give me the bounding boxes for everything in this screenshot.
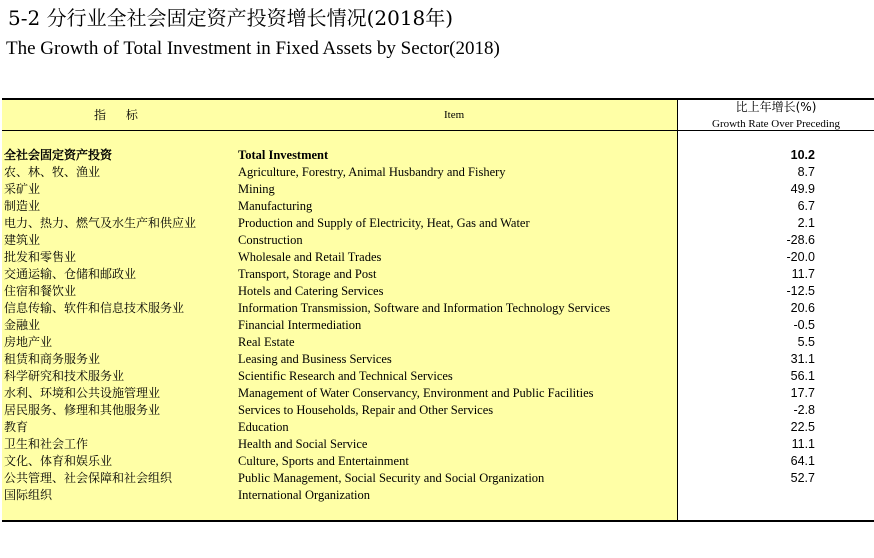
row-label-en: Financial Intermediation (238, 318, 362, 332)
row-label-en: Wholesale and Retail Trades (238, 250, 382, 264)
row-label-cn: 建筑业 (4, 233, 41, 247)
row-label-en: Management of Water Conservancy, Environment and Public Facilities (238, 386, 594, 400)
table-row (2, 385, 874, 402)
table-row (2, 147, 874, 164)
row-label-en: Total Investment (238, 148, 329, 162)
row-value: -12.5 (786, 284, 815, 298)
table-row (2, 198, 874, 215)
row-label-en: Public Management, Social Security and Social Organization (238, 471, 545, 485)
table-row (2, 283, 874, 300)
table-row (2, 436, 874, 453)
table-row (2, 317, 874, 334)
row-label-cn: 国际组织 (4, 488, 53, 502)
header-item: Item (444, 109, 465, 121)
row-label-cn: 全社会固定资产投资 (4, 148, 113, 162)
row-label-en: Production and Supply of Electricity, Heat, Gas and Water (238, 216, 530, 230)
row-value: 8.7 (797, 165, 815, 179)
table-row (2, 453, 874, 470)
row-value: 11.1 (791, 437, 815, 451)
table-row (2, 266, 874, 283)
row-label-cn: 信息传输、软件和信息技术服务业 (4, 301, 185, 315)
row-value: 6.7 (797, 199, 815, 213)
row-label-cn: 农、林、牧、渔业 (4, 165, 101, 179)
row-value: -20.0 (786, 250, 815, 264)
row-label-en: Hotels and Catering Services (238, 284, 384, 298)
row-label-en: Leasing and Business Services (238, 352, 392, 366)
row-label-cn: 金融业 (4, 318, 41, 332)
row-label-en: Education (238, 420, 289, 434)
row-label-cn: 文化、体育和娱乐业 (4, 454, 113, 468)
table-body (2, 147, 874, 504)
row-label-cn: 租赁和商务服务业 (4, 352, 101, 366)
row-label-cn: 房地产业 (4, 335, 53, 349)
row-value: 31.1 (790, 352, 815, 366)
row-value: 22.5 (790, 420, 815, 434)
header-rate-en: Growth Rate Over Preceding (712, 118, 840, 130)
investment-table (2, 98, 874, 522)
page-title-en: The Growth of Total Investment in Fixed Assets by Sector(2018) (6, 38, 500, 59)
table-row (2, 164, 874, 181)
row-value: -28.6 (786, 233, 815, 247)
row-label-cn: 电力、热力、燃气及水生产和供应业 (4, 216, 197, 230)
row-label-en: Real Estate (238, 335, 295, 349)
row-value: 52.7 (790, 471, 815, 485)
row-value: 49.9 (790, 182, 815, 196)
row-label-cn: 教育 (4, 420, 29, 434)
table-row (2, 215, 874, 232)
table-row (2, 368, 874, 385)
row-label-en: Construction (238, 233, 303, 247)
table-row (2, 487, 874, 504)
table-row (2, 249, 874, 266)
header-indicator: 指 标 (94, 108, 146, 122)
row-label-cn: 交通运输、仓储和邮政业 (4, 267, 137, 281)
row-value: 20.6 (790, 301, 815, 315)
row-label-cn: 水利、环境和公共设施管理业 (4, 386, 161, 400)
table-row (2, 334, 874, 351)
page-title-cn: 5-2 分行业全社会固定资产投资增长情况(2018年) (8, 6, 454, 30)
row-label-cn: 住宿和餐饮业 (4, 284, 77, 298)
row-label-en: Transport, Storage and Post (238, 267, 377, 281)
header-rate-cn: 比上年增长(%) (735, 100, 817, 114)
table-row (2, 470, 874, 487)
table-row (2, 300, 874, 317)
row-label-cn: 批发和零售业 (4, 250, 77, 264)
row-label-en: Information Transmission, Software and Information Technology Services (238, 301, 611, 315)
row-label-cn: 居民服务、修理和其他服务业 (4, 403, 161, 417)
row-label-cn: 卫生和社会工作 (4, 437, 89, 451)
row-label-en: International Organization (238, 488, 371, 502)
row-label-en: Services to Households, Repair and Other Services (238, 403, 494, 417)
row-value: 56.1 (790, 369, 815, 383)
row-label-cn: 公共管理、社会保障和社会组织 (4, 471, 173, 485)
row-value: 64.1 (790, 454, 815, 468)
row-value: 10.2 (790, 148, 815, 162)
table-bottom-rule (2, 520, 874, 522)
row-label-en: Manufacturing (238, 199, 313, 213)
table-row (2, 351, 874, 368)
row-label-en: Health and Social Service (238, 437, 368, 451)
row-label-en: Agriculture, Forestry, Animal Husbandry and Fishery (238, 165, 506, 179)
row-value: 17.7 (790, 386, 815, 400)
row-value: 5.5 (797, 335, 815, 349)
row-value: -2.8 (793, 403, 815, 417)
row-label-en: Mining (238, 182, 275, 196)
table-row (2, 232, 874, 249)
row-value: 11.7 (791, 267, 815, 281)
table-row (2, 402, 874, 419)
row-label-cn: 制造业 (4, 199, 41, 213)
row-label-cn: 采矿业 (4, 182, 41, 196)
row-value: 2.1 (797, 216, 815, 230)
row-label-en: Culture, Sports and Entertainment (238, 454, 409, 468)
row-label-cn: 科学研究和技术服务业 (4, 369, 125, 383)
table-row (2, 419, 874, 436)
table-row (2, 181, 874, 198)
row-value: -0.5 (793, 318, 815, 332)
row-label-en: Scientific Research and Technical Services (238, 369, 453, 383)
